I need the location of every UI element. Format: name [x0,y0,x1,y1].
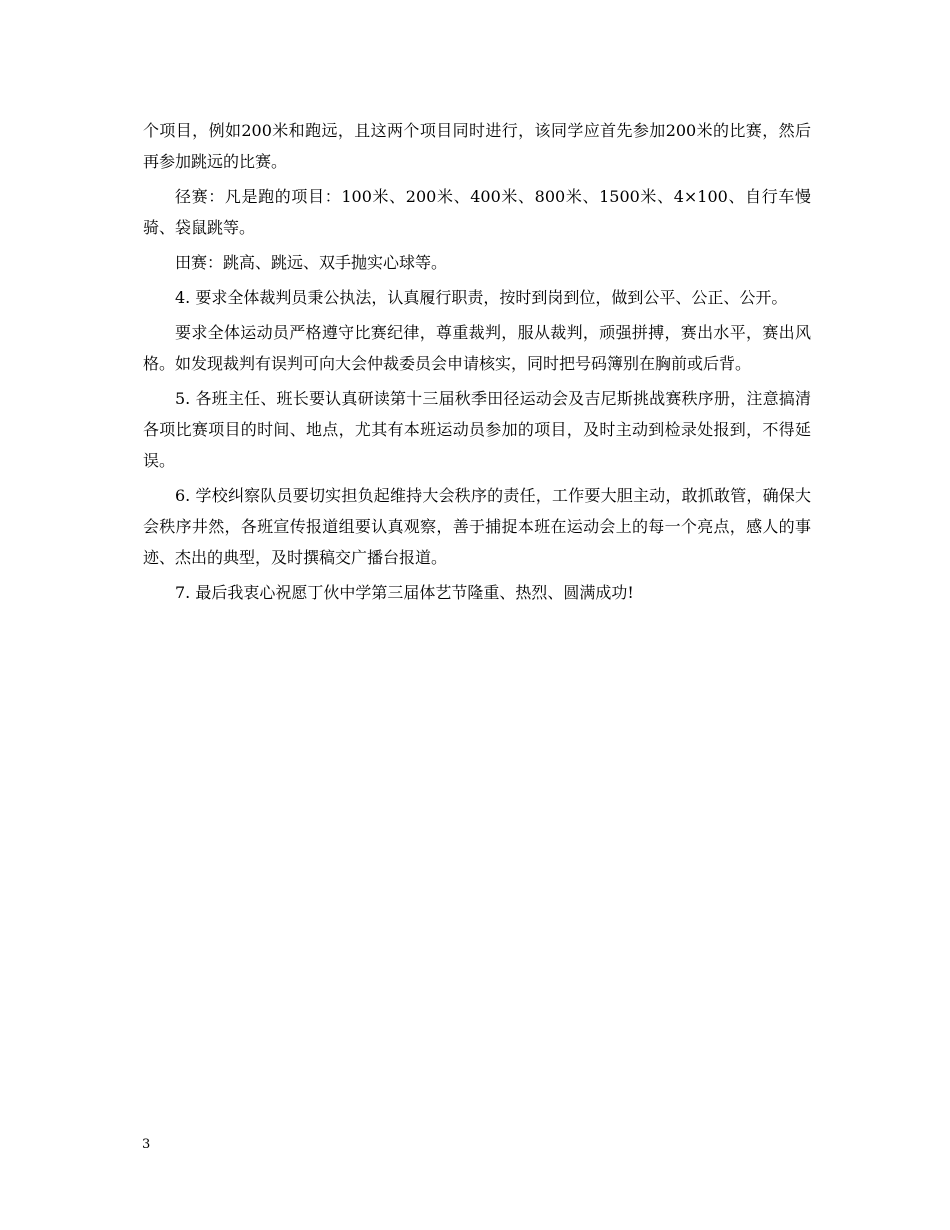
paragraph-item-4: 4. 要求全体裁判员秉公执法，认真履行职责，按时到岗到位，做到公平、公正、公开。 [175,288,788,307]
paragraph-field-events: 田赛：跳高、跳远、双手抛实心球等。 [175,253,448,272]
paragraph-item-6: 6. 学校纠察队员要切实担负起维持大会秩序的责任，工作要大胆主动，敢抓敢管，确保大会秩序井然，各班宣传报道组要认真观察，善于捕捉本班在运动会上的每一个亮点，感人的事迹、杰出的典型，及时撰稿交广播台报道。 [143,486,811,567]
paragraph-athletes: 要求全体运动员严格遵守比赛纪律，尊重裁判，服从裁判，顽强拼搏，赛出水平，赛出风格。如发现裁判有误判可向大会仲裁委员会申请核实，同时把号码簿别在胸前或后背。 [143,323,811,373]
paragraph-item-7: 7. 最后我衷心祝愿丁伙中学第三届体艺节隆重、热烈、圆满成功! [175,583,634,602]
paragraph-track-events: 径赛：凡是跑的项目：100米、200米、400米、800米、1500米、4×100、自行车慢骑、袋鼠跳等。 [143,187,811,237]
body-text [143,115,811,612]
paragraph-item-5: 5. 各班主任、班长要认真研读第十三届秋季田径运动会及吉尼斯挑战赛秩序册，注意搞清各项比赛项目的时间、地点，尤其有本班运动员参加的项目，及时主动到检录处报到，不得延误。 [143,389,811,470]
paragraph-continuation: 个项目，例如200米和跑远，且这两个项目同时进行，该同学应首先参加200米的比赛，然后再参加跳远的比赛。 [143,121,811,171]
page-number: 3 [142,1137,151,1152]
